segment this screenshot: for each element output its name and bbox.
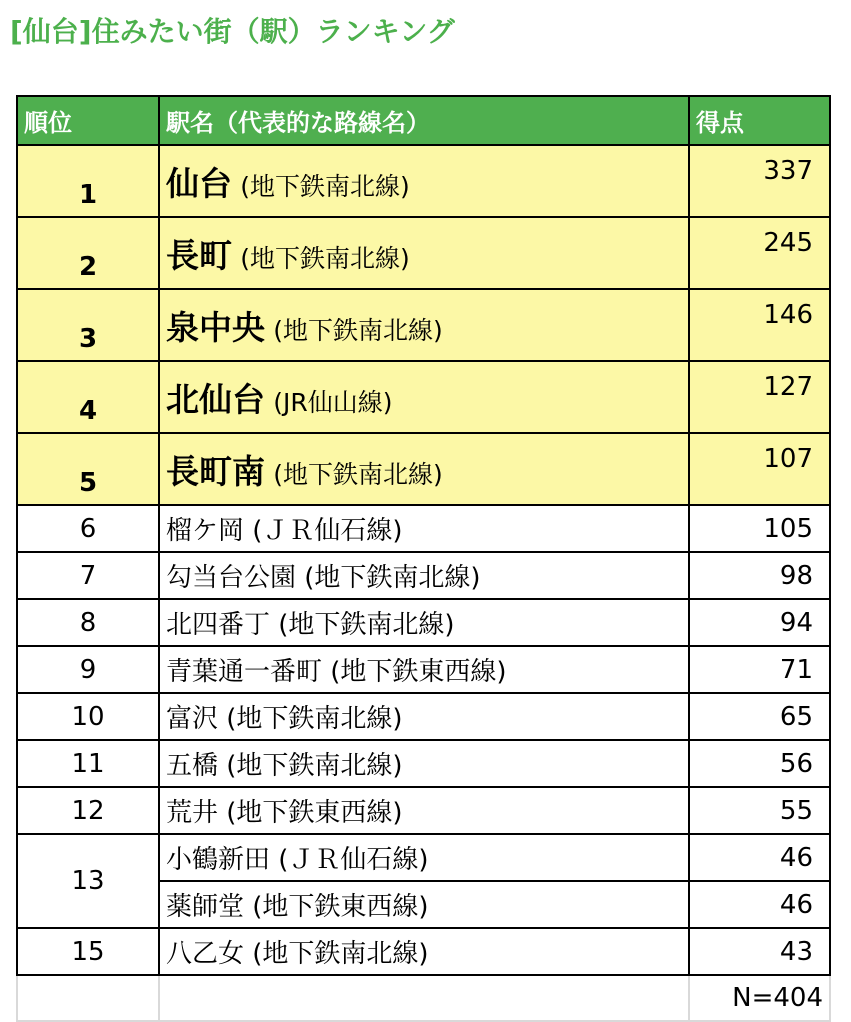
line-name: (地下鉄南北線) bbox=[240, 243, 410, 273]
line-name: (地下鉄東西線) bbox=[226, 798, 403, 828]
station-cell bbox=[159, 433, 689, 505]
score-cell: 107 bbox=[689, 433, 830, 505]
line-name: (JR仙山線) bbox=[273, 387, 393, 417]
table-row bbox=[17, 599, 830, 646]
score-cell: 245 bbox=[689, 217, 830, 289]
table-row bbox=[17, 740, 830, 787]
rank-cell: 1 bbox=[17, 145, 159, 217]
score-cell: 105 bbox=[689, 505, 830, 552]
line-name: (地下鉄南北線) bbox=[273, 459, 443, 489]
rank-cell: 8 bbox=[17, 599, 159, 646]
header-station: 駅名（代表的な路線名） bbox=[159, 96, 689, 145]
station-name: 薬師堂 bbox=[166, 892, 245, 922]
rank-cell: 4 bbox=[17, 361, 159, 433]
score-cell: 98 bbox=[689, 552, 830, 599]
rank-cell: 5 bbox=[17, 433, 159, 505]
table-row bbox=[17, 646, 830, 693]
station-name: 北四番丁 bbox=[166, 610, 271, 640]
table-row bbox=[17, 787, 830, 834]
line-name: (地下鉄南北線) bbox=[226, 704, 403, 734]
table-row bbox=[17, 928, 830, 975]
station-name: 富沢 bbox=[166, 704, 219, 734]
station-cell bbox=[159, 145, 689, 217]
station-name: 長町南 bbox=[166, 451, 265, 491]
header-score: 得点 bbox=[689, 96, 830, 145]
station-name: 泉中央 bbox=[166, 307, 265, 347]
table-header-row bbox=[17, 96, 830, 145]
line-name: (地下鉄南北線) bbox=[240, 171, 410, 201]
line-name: (地下鉄南北線) bbox=[273, 315, 443, 345]
station-cell bbox=[159, 289, 689, 361]
table-row bbox=[17, 217, 830, 289]
station-name: 北仙台 bbox=[166, 379, 265, 419]
rank-cell: 7 bbox=[17, 552, 159, 599]
station-cell bbox=[159, 361, 689, 433]
station-cell bbox=[159, 740, 689, 787]
line-name: (地下鉄南北線) bbox=[226, 751, 403, 781]
station-name: 勾当台公園 bbox=[166, 563, 297, 593]
score-cell: 71 bbox=[689, 646, 830, 693]
line-name: (地下鉄東西線) bbox=[330, 657, 507, 687]
score-cell: 55 bbox=[689, 787, 830, 834]
score-cell: 146 bbox=[689, 289, 830, 361]
rank-cell: 11 bbox=[17, 740, 159, 787]
rank-cell: 15 bbox=[17, 928, 159, 975]
line-name: (地下鉄南北線) bbox=[278, 610, 455, 640]
score-cell: 46 bbox=[689, 881, 830, 928]
table-row bbox=[17, 361, 830, 433]
line-name: (ＪＲ仙石線) bbox=[252, 516, 403, 546]
sample-size: N=404 bbox=[689, 975, 830, 1021]
table-row bbox=[17, 693, 830, 740]
footer-row bbox=[17, 975, 830, 1021]
station-name: 五橋 bbox=[166, 751, 219, 781]
line-name: (ＪＲ仙石線) bbox=[278, 845, 429, 875]
rank-cell: 12 bbox=[17, 787, 159, 834]
station-name: 八乙女 bbox=[166, 939, 245, 969]
score-cell: 46 bbox=[689, 834, 830, 881]
rank-cell: 3 bbox=[17, 289, 159, 361]
footer-empty-cell bbox=[159, 975, 689, 1021]
station-cell bbox=[159, 693, 689, 740]
station-cell bbox=[159, 505, 689, 552]
station-cell bbox=[159, 787, 689, 834]
score-cell: 65 bbox=[689, 693, 830, 740]
rank-cell: 6 bbox=[17, 505, 159, 552]
station-name: 仙台 bbox=[166, 163, 232, 203]
rank-cell: 9 bbox=[17, 646, 159, 693]
station-cell bbox=[159, 881, 689, 928]
line-name: (地下鉄東西線) bbox=[252, 892, 429, 922]
station-cell bbox=[159, 646, 689, 693]
station-name: 長町 bbox=[166, 235, 232, 275]
header-rank: 順位 bbox=[17, 96, 159, 145]
station-name: 榴ケ岡 bbox=[166, 516, 245, 546]
table-row bbox=[17, 552, 830, 599]
ranking-table bbox=[16, 95, 831, 1022]
score-cell: 56 bbox=[689, 740, 830, 787]
station-name: 荒井 bbox=[166, 798, 219, 828]
rank-cell: 10 bbox=[17, 693, 159, 740]
station-name: 青葉通一番町 bbox=[166, 657, 323, 687]
score-cell: 43 bbox=[689, 928, 830, 975]
rank-cell: 13 bbox=[17, 834, 159, 928]
station-name: 小鶴新田 bbox=[166, 845, 271, 875]
score-cell: 94 bbox=[689, 599, 830, 646]
footer-empty-cell bbox=[17, 975, 159, 1021]
line-name: (地下鉄南北線) bbox=[304, 563, 481, 593]
table-row bbox=[17, 433, 830, 505]
station-cell bbox=[159, 928, 689, 975]
score-cell: 337 bbox=[689, 145, 830, 217]
table-row bbox=[17, 289, 830, 361]
station-cell bbox=[159, 599, 689, 646]
table-row bbox=[17, 505, 830, 552]
score-cell: 127 bbox=[689, 361, 830, 433]
table-row bbox=[17, 145, 830, 217]
line-name: (地下鉄南北線) bbox=[252, 939, 429, 969]
station-cell bbox=[159, 552, 689, 599]
rank-cell: 2 bbox=[17, 217, 159, 289]
page-title: [仙台]住みたい街（駅）ランキング bbox=[10, 15, 455, 48]
table-row bbox=[17, 834, 830, 881]
station-cell bbox=[159, 834, 689, 881]
station-cell bbox=[159, 217, 689, 289]
